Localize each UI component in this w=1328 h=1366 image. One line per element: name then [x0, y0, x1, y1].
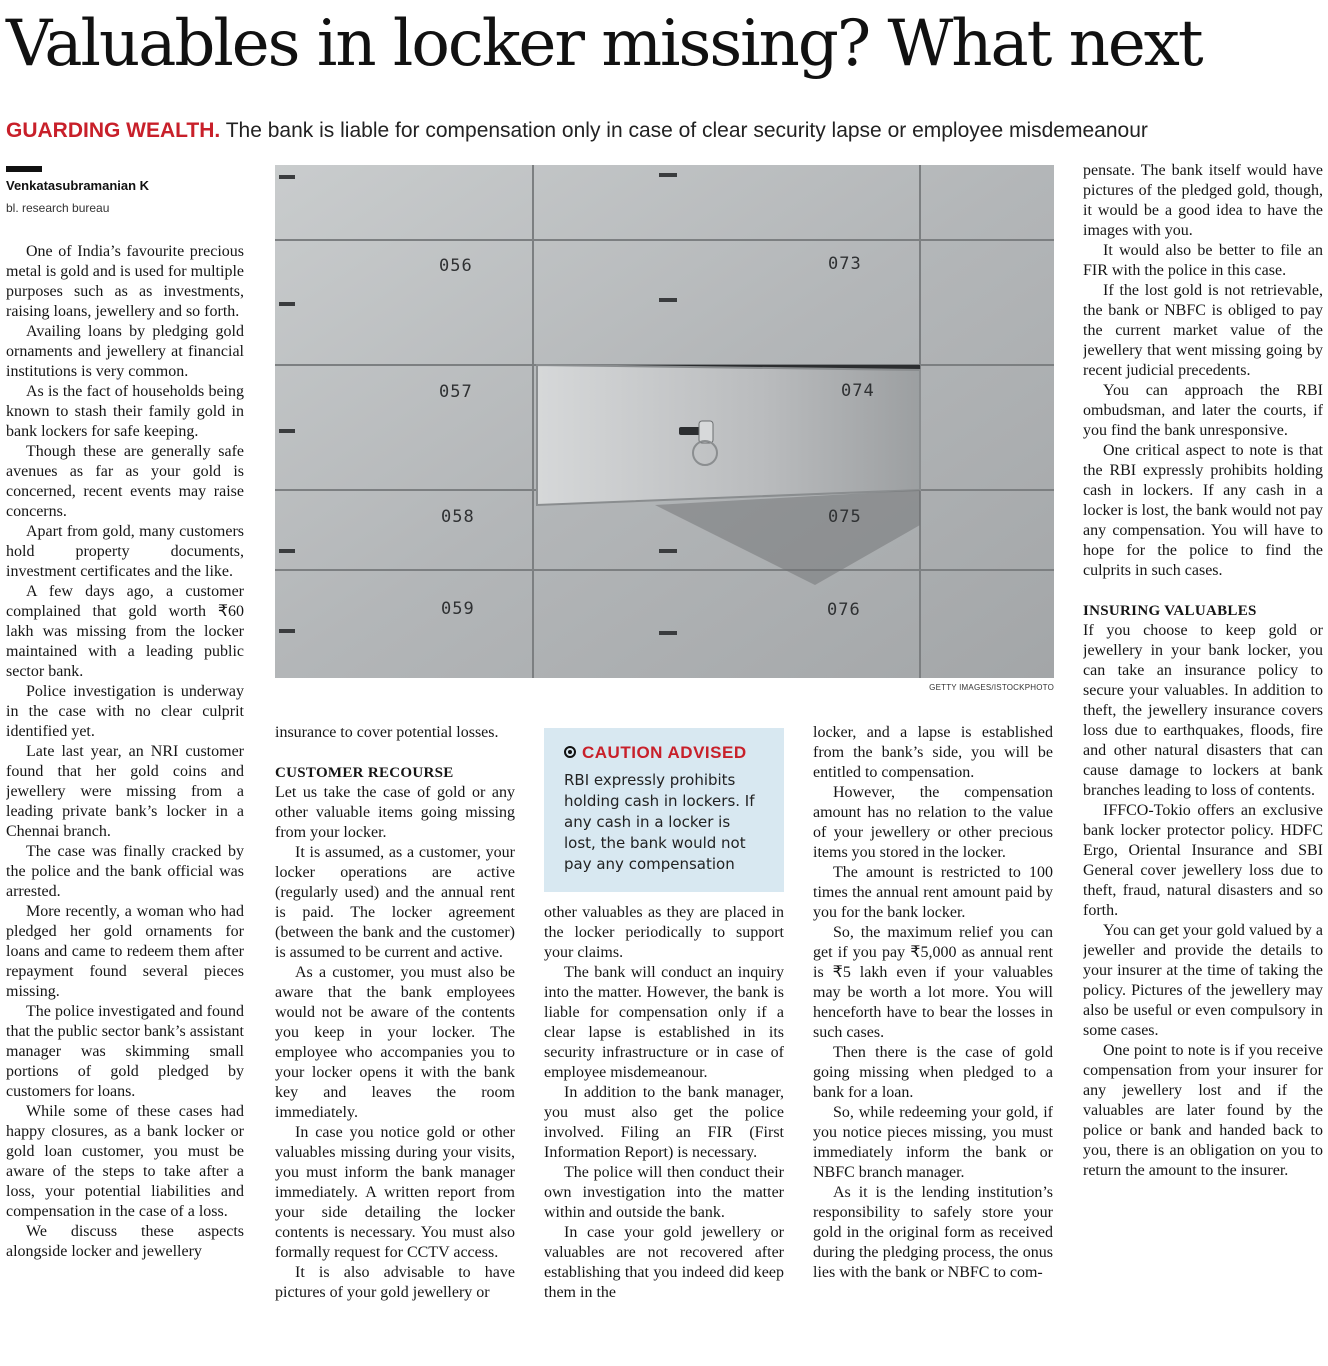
paragraph: locker, and a lapse is established from the bank’s side, you will be entitled to compensation.: [813, 724, 1053, 781]
locker-number: 059: [441, 599, 475, 619]
caution-box-body: RBI expressly prohibits holding cash in lockers. If any cash in a locker is lost, the bank would not pay any compensation: [564, 771, 755, 873]
paragraph: The amount is restricted to 100 times the annual rent amount paid by you for the bank locker.: [813, 864, 1053, 921]
paragraph: Apart from gold, many customers hold property documents, investment certificates and the like.: [6, 523, 244, 580]
paragraph: Availing loans by pledging gold ornaments and jewellery at financial institutions is very common.: [6, 323, 244, 380]
caution-title-text: CAUTION ADVISED: [582, 743, 747, 762]
paragraph: One critical aspect to note is that the RBI expressly prohibits holding cash in lockers. If any cash in a locker is lost, the bank would not pay any compensation. You will have to hope for the police to find the culprits in such cases.: [1083, 442, 1323, 579]
article-column-5: [1083, 161, 1323, 1366]
paragraph: We discuss these aspects alongside locker and jewellery: [6, 1223, 244, 1260]
paragraph: insurance to cover potential losses.: [275, 724, 499, 741]
deck: [6, 117, 1326, 145]
bullet-icon: [564, 746, 576, 758]
paragraph: The police investigated and found that the public sector bank’s assistant manager was skimming small portions of gold pledged by customers for loans.: [6, 1003, 244, 1100]
locker-number: 075: [828, 507, 862, 527]
locker-number: 057: [439, 382, 473, 402]
paragraph: The bank will conduct an inquiry into the matter. However, the bank is liable for compensation only if a clear lapse is established in its security infrastructure or in case of employee misdemeanour.: [544, 964, 784, 1081]
subheading-customer-recourse: CUSTOMER RECOURSE: [275, 765, 454, 781]
paragraph: It is also advisable to have pictures of your gold jewellery or: [275, 1264, 515, 1301]
headline: Valuables in locker missing? What next: [6, 7, 1202, 81]
locker-photo-svg: [275, 165, 1054, 678]
paragraph: While some of these cases had happy closures, as a bank locker or gold loan customer, you must be aware of the steps to take after a loss, your potential liabilities and compensation in the case of a loss.: [6, 1103, 244, 1220]
paragraph: One of India’s favourite precious metal is gold and is used for multiple purposes such as as investments, raising loans, jewellery and so forth.: [6, 243, 244, 320]
caution-box: [544, 728, 784, 892]
paragraph: Though these are generally safe avenues as far as your gold is concerned, recent events may raise concerns.: [6, 443, 244, 520]
paragraph: One point to note is if you receive compensation from your insurer for any jewellery lost and if the valuables are later found by the police or bank and handed back to you, there is an obligation on you to return the amount to the insurer.: [1083, 1042, 1323, 1179]
deck-text: The bank is liable for compensation only in case of clear security lapse or employee misdemeanour: [225, 119, 1148, 142]
paragraph: You can get your gold valued by a jeweller and provide the details to your insurer at the time of taking the policy. Pictures of the jewellery may also be useful or even compulsory in some cases.: [1083, 922, 1323, 1039]
paragraph: It is assumed, as a customer, your locker operations are active (regularly used) and the annual rent is paid. The locker agreement (between the bank and the customer) is assumed to be current and active.: [275, 844, 515, 961]
paragraph: As it is the lending institution’s responsibility to safely store your gold in the original form as received during the pledging process, the onus lies with the bank or NBFC to com-: [813, 1184, 1053, 1281]
locker-number: 073: [828, 254, 862, 274]
paragraph: Late last year, an NRI customer found that her gold coins and jewellery were missing from a leading private bank’s locker in a Chennai branch.: [6, 743, 244, 840]
paragraph: You can approach the RBI ombudsman, and later the courts, if you find the bank unresponsive.: [1083, 382, 1323, 439]
paragraph: So, while redeeming your gold, if you notice pieces missing, you must immediately inform the bank or NBFC branch manager.: [813, 1104, 1053, 1181]
paragraph: other valuables as they are placed in the locker periodically to support your claims.: [544, 904, 784, 961]
paragraph: The police will then conduct their own investigation into the matter within and outside the bank.: [544, 1164, 784, 1221]
byline-author: Venkatasubramanian K: [6, 178, 150, 193]
paragraph: IFFCO-Tokio offers an exclusive bank locker protector policy. HDFC Ergo, Oriental Insurance and SBI General cover jewellery loss due to theft, fraud, natural disasters and so forth.: [1083, 802, 1323, 919]
paragraph: As is the fact of households being known to stash their family gold in bank lockers for safe keeping.: [6, 383, 244, 440]
byline-desk: bl. research bureau: [6, 201, 110, 215]
paragraph: pensate. The bank itself would have pictures of the pledged gold, though, it would be a good idea to have the images with you.: [1083, 162, 1323, 239]
paragraph: The case was finally cracked by the police and the bank official was arrested.: [6, 843, 244, 900]
paragraph: However, the compensation amount has no relation to the value of your jewellery or other precious items you stored in the locker.: [813, 784, 1053, 861]
deck-kicker: GUARDING WEALTH.: [6, 119, 221, 142]
paragraph: It would also be better to file an FIR with the police in this case.: [1083, 242, 1323, 279]
locker-number: 056: [439, 256, 473, 276]
photo-credit: GETTY IMAGES/ISTOCKPHOTO: [929, 683, 1054, 692]
subheading-insuring-valuables: INSURING VALUABLES: [1083, 603, 1257, 619]
article-column-3: [544, 903, 784, 1366]
locker-number: 074: [841, 381, 875, 401]
paragraph: If the lost gold is not retrievable, the bank or NBFC is obliged to pay the current market value of the jewellery that went missing going by recent judicial precedents.: [1083, 282, 1323, 379]
paragraph: In case you notice gold or other valuables missing during your visits, you must inform the bank manager immediately. A written report from your side detailing the locker contents is necessary. You must also formally request for CCTV access.: [275, 1124, 515, 1261]
paragraph: If you choose to keep gold or jewellery in your bank locker, you can take an insurance policy to secure your valuables. In addition to theft, the jewellery insurance covers loss due to earthquakes, floods, fire and other natural disasters that can cause damage to lockers at bank branches leading to loss of contents.: [1083, 622, 1323, 799]
paragraph: As a customer, you must also be aware that the bank employees would not be aware of the contents you keep in your locker. The employee who accompanies you to your locker opens it with the bank key and leaves the room immediately.: [275, 964, 515, 1121]
paragraph: Police investigation is underway in the case with no clear culprit identified yet.: [6, 683, 244, 740]
paragraph: Then there is the case of gold going missing when pledged to a bank for a loan.: [813, 1044, 1053, 1101]
caution-box-title: [564, 742, 766, 764]
byline-rule: [6, 166, 42, 172]
paragraph: In case your gold jewellery or valuables are not recovered after establishing that you indeed did keep them in the: [544, 1224, 784, 1301]
locker-number: 058: [441, 507, 475, 527]
paragraph: A few days ago, a customer complained that gold worth ₹60 lakh was missing from the locker maintained with a leading public sector bank.: [6, 583, 244, 680]
article-column-2: [275, 723, 515, 1366]
paragraph: In addition to the bank manager, you must also get the police involved. Filing an FIR (First Information Report) is necessary.: [544, 1084, 784, 1161]
article-column-4: [813, 723, 1053, 1366]
paragraph: More recently, a woman who had pledged her gold ornaments for loans and came to redeem them after repayment found several pieces missing.: [6, 903, 244, 1000]
article-column-1: [6, 242, 244, 1366]
locker-number: 076: [827, 600, 861, 620]
paragraph: Let us take the case of gold or any other valuable items going missing from your locker.: [275, 784, 515, 841]
locker-photo: [275, 165, 1054, 678]
paragraph: So, the maximum relief you can get if you pay ₹5,000 as annual rent is ₹5 lakh even if your valuables may be worth a lot more. You will henceforth have to bear the losses in such cases.: [813, 924, 1053, 1041]
